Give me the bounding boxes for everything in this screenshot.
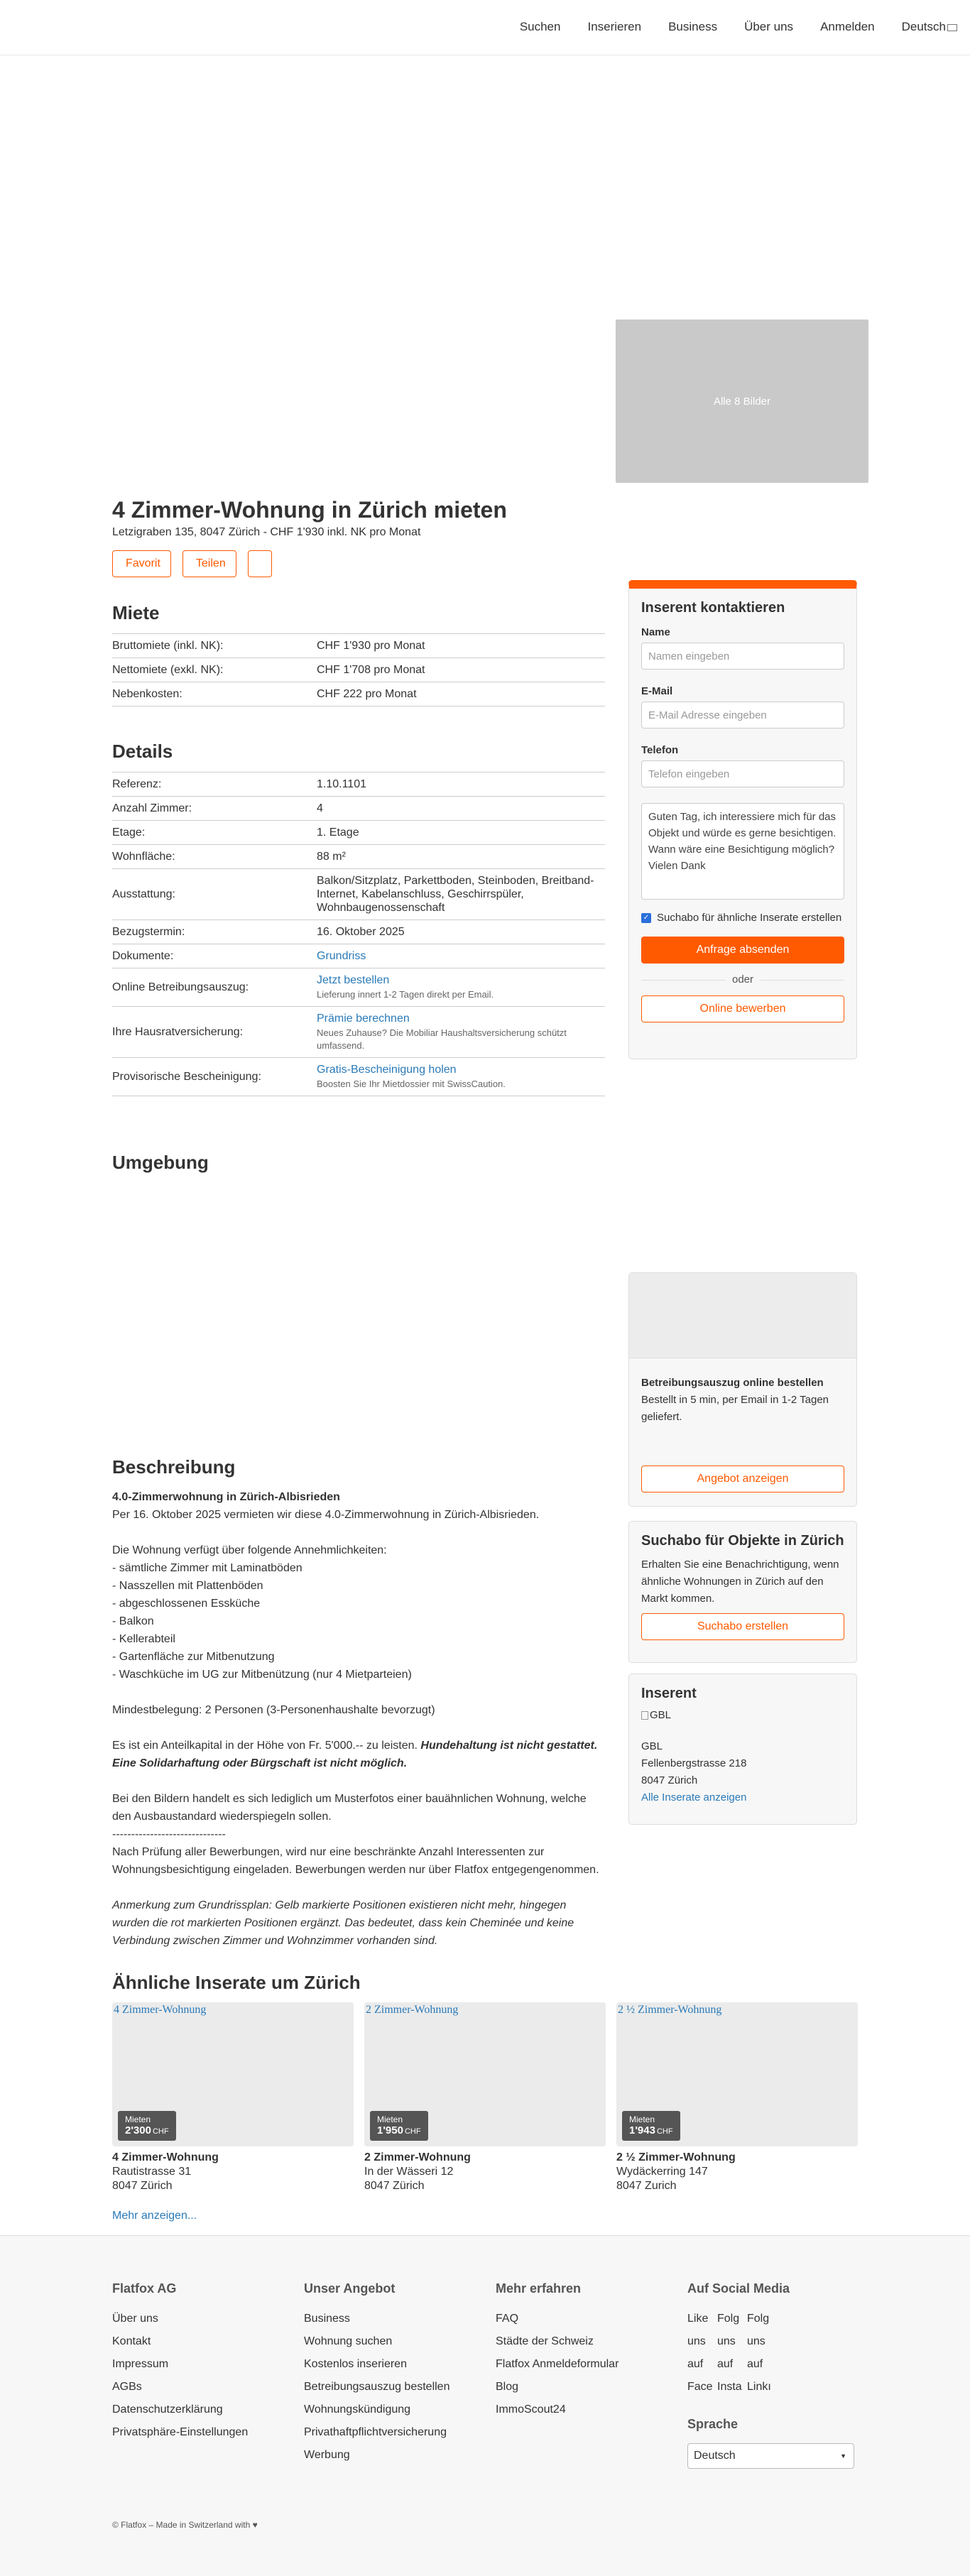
chevron-down-icon: ▼ xyxy=(840,2452,846,2460)
list-item: - Waschküche im UG zur Mitbenützung (nur 4 Mietparteien) xyxy=(112,1669,412,1681)
all-listings-link[interactable]: Alle Inserate anzeigen xyxy=(641,1791,747,1803)
social-alt-text: auf xyxy=(747,2358,763,2370)
similar-listing-image-alt: 2 ½ Zimmer-Wohnung xyxy=(618,2004,722,2016)
phone-input[interactable]: Telefon eingeben xyxy=(641,760,844,787)
table-row xyxy=(112,797,605,821)
list-item: - Balkon xyxy=(112,1615,154,1627)
suchabo-card-title: Suchabo für Objekte in Zürich xyxy=(641,1533,844,1549)
email-input[interactable]: E-Mail Adresse eingeben xyxy=(641,702,844,728)
footer-link[interactable]: ImmoScout24 xyxy=(496,2403,566,2416)
listing-actions xyxy=(112,550,283,577)
price-currency: CHF xyxy=(404,2127,421,2136)
social-alt-text: uns xyxy=(687,2335,706,2347)
page-title: 4 Zimmer-Wohnung in Zürich mieten xyxy=(112,497,507,523)
social-alt-text: Face xyxy=(687,2381,713,2393)
betreibung-card-image xyxy=(629,1273,856,1358)
message-textarea[interactable]: Guten Tag, ich interessiere mich für das Objekt und würde es gerne besichtigen. Wann wäre eine Besichtigung möglich? Vielen Dank xyxy=(641,803,844,900)
similar-listing-street: In der Wässeri 12 xyxy=(364,2166,454,2178)
email-label: E-Mail xyxy=(641,685,673,697)
similar-listing-card[interactable] xyxy=(616,2002,858,2193)
table-row xyxy=(112,682,605,706)
footer-col-mehr xyxy=(496,2281,618,2421)
social-alt-text: Like xyxy=(687,2313,709,2325)
list-item: - sämtliche Zimmer mit Laminatböden xyxy=(112,1562,303,1574)
footer-link[interactable]: AGBs xyxy=(112,2381,142,2393)
footer-col-title: Unser Angebot xyxy=(304,2281,396,2296)
price-label: Mieten xyxy=(125,2114,151,2124)
footer-link[interactable]: Flatfox Anmeldeformular xyxy=(496,2358,619,2370)
price-badge xyxy=(622,2111,680,2141)
row-key: Etage: xyxy=(112,821,317,845)
row-key: Ihre Hausratversicherung: xyxy=(112,1007,317,1058)
gallery-all-images-label: Alle 8 Bilder xyxy=(713,395,771,408)
social-alt-text: auf xyxy=(717,2358,734,2370)
footer-link[interactable]: Städte der Schweiz xyxy=(496,2335,594,2347)
inserent-city: 8047 Zürich xyxy=(641,1774,698,1786)
row-key: Bruttomiete (inkl. NK): xyxy=(112,634,317,658)
site-footer xyxy=(0,2235,970,2576)
similar-listing-card[interactable] xyxy=(112,2002,354,2193)
price-value: 1'950 xyxy=(377,2124,403,2136)
footer-link[interactable]: Privathaftpflichtversicherung xyxy=(304,2426,447,2438)
row-note: Boosten Sie Ihr Mietdossier mit SwissCaution. xyxy=(317,1079,506,1089)
table-row xyxy=(112,944,605,968)
suchabo-checkbox-row[interactable] xyxy=(641,910,844,927)
row-value: CHF 1'708 pro Monat xyxy=(317,658,605,682)
row-note: Lieferung innert 1-2 Tagen direkt per Email. xyxy=(317,989,494,1000)
favorite-button[interactable] xyxy=(112,550,171,577)
angebot-anzeigen-button[interactable]: Angebot anzeigen xyxy=(641,1466,844,1492)
phone-label: Telefon xyxy=(641,744,679,756)
gallery-all-images-button[interactable] xyxy=(616,320,868,483)
list-item: - Kellerabteil xyxy=(112,1633,175,1645)
similar-listing-image[interactable] xyxy=(112,2002,354,2146)
nav-language[interactable]: Deutsch xyxy=(901,20,946,33)
similar-listing-title[interactable]: 2 ½ Zimmer-Wohnung xyxy=(616,2151,736,2163)
inserent-card-title: Inserent xyxy=(641,1686,697,1701)
footer-link[interactable]: Wohnung suchen xyxy=(304,2335,393,2347)
social-alt-text: uns xyxy=(747,2335,765,2347)
similar-heading: Ähnliche Inserate um Zürich xyxy=(112,1972,361,1993)
footer-col-social xyxy=(687,2281,854,2469)
betreibung-card xyxy=(628,1272,857,1507)
row-note: Neues Zuhause? Die Mobiliar Haushaltsversicherung schützt umfassend. xyxy=(317,1027,567,1051)
listing-subtitle: Letzigraben 135, 8047 Zürich - CHF 1'930 inkl. NK pro Monat xyxy=(112,526,421,538)
social-alt-text: Linkı xyxy=(747,2381,771,2393)
row-value: 1.10.1101 xyxy=(317,773,605,797)
inserent-name: GBL xyxy=(641,1740,663,1752)
nav-suchen[interactable]: Suchen xyxy=(519,20,561,33)
similar-listing-city: 8047 Zurich xyxy=(616,2180,677,2192)
similar-listings xyxy=(112,2002,858,2193)
footer-link[interactable]: Werbung xyxy=(304,2449,350,2461)
table-row xyxy=(112,1007,605,1058)
share-label: Teilen xyxy=(195,557,226,569)
row-value: 88 m² xyxy=(317,845,605,869)
list-item: - Nasszellen mit Plattenböden xyxy=(112,1580,263,1592)
social-alt-text: uns xyxy=(717,2335,736,2347)
description-heading: Beschreibung xyxy=(112,1456,236,1478)
row-key: Bezugstermin: xyxy=(112,920,317,944)
inserent-logo xyxy=(641,1709,844,1721)
similar-listing-city: 8047 Zürich xyxy=(364,2180,425,2192)
betreibung-order-link[interactable]: Jetzt bestellen xyxy=(317,974,390,986)
description-separator: ------------------------------ xyxy=(112,1828,226,1840)
instagram-icon[interactable] xyxy=(717,2308,742,2398)
nav-anmelden[interactable]: Anmelden xyxy=(820,20,875,33)
footer-link[interactable]: Kostenlos inserieren xyxy=(304,2358,407,2370)
similar-listing-card[interactable] xyxy=(364,2002,606,2193)
betreibung-card-title: Betreibungsauszug online bestellen xyxy=(641,1377,824,1389)
footer-link[interactable]: Kontakt xyxy=(112,2335,151,2347)
similar-listing-image[interactable] xyxy=(364,2002,606,2146)
description-lead-bold: 4.0-Zimmerwohnung in Zürich-Albisrieden xyxy=(112,1491,340,1503)
inserent-street: Fellenbergstrasse 218 xyxy=(641,1757,747,1769)
footer-link[interactable]: Blog xyxy=(496,2381,519,2393)
price-badge xyxy=(370,2111,428,2141)
nav-inserieren[interactable]: Inserieren xyxy=(587,20,642,33)
similar-listing-image[interactable] xyxy=(616,2002,858,2146)
umgebung-heading: Umgebung xyxy=(112,1152,209,1173)
row-key: Wohnfläche: xyxy=(112,845,317,869)
footer-col-title: Auf Social Media xyxy=(687,2281,790,2296)
table-row xyxy=(112,1058,605,1096)
row-key: Nebenkosten: xyxy=(112,682,317,706)
details-heading: Details xyxy=(112,741,173,762)
miete-heading: Miete xyxy=(112,602,160,623)
suchabo-create-button[interactable]: Suchabo erstellen xyxy=(641,1613,844,1640)
footer-link[interactable]: Impressum xyxy=(112,2358,169,2370)
row-key: Nettomiete (exkl. NK): xyxy=(112,658,317,682)
footer-col-flatfox xyxy=(112,2281,248,2444)
betreibung-card-text: Bestellt in 5 min, per Email in 1-2 Tagen geliefert. xyxy=(641,1394,829,1423)
language-title: Sprache xyxy=(687,2417,739,2431)
grundriss-link[interactable]: Grundriss xyxy=(317,950,366,962)
favorite-label: Favorit xyxy=(126,557,160,569)
row-value: 16. Oktober 2025 xyxy=(317,920,605,944)
description-photos: Bei den Bildern handelt es sich lediglich um Musterfotos einer bauähnlichen Wohnung, welche den Ausbaustandard wiederspiegeln sollen. xyxy=(112,1793,587,1823)
table-row xyxy=(112,821,605,845)
row-key: Ausstattung: xyxy=(112,869,317,920)
contact-heading: Inserent kontaktieren xyxy=(641,600,785,616)
price-label: Mieten xyxy=(629,2114,655,2124)
language-select-value: Deutsch xyxy=(694,2450,736,2462)
nav-business[interactable]: Business xyxy=(668,20,718,33)
similar-listing-street: Wydäckerring 147 xyxy=(616,2166,708,2178)
row-key: Dokumente: xyxy=(112,944,317,968)
linkedin-icon[interactable] xyxy=(747,2308,771,2398)
more-listings-link[interactable]: Mehr anzeigen... xyxy=(112,2210,197,2222)
price-label: Mieten xyxy=(377,2114,403,2124)
share-button[interactable] xyxy=(182,550,236,577)
price-currency: CHF xyxy=(152,2127,169,2136)
table-row xyxy=(112,920,605,944)
similar-listing-city: 8047 Zürich xyxy=(112,2180,173,2192)
price-currency: CHF xyxy=(656,2127,673,2136)
details-table xyxy=(112,772,605,1096)
footer-col-title: Flatfox AG xyxy=(112,2281,177,2296)
inserent-card xyxy=(628,1674,857,1825)
copyright: © Flatfox – Made in Switzerland with ♥ xyxy=(112,2520,258,2530)
row-key: Referenz: xyxy=(112,773,317,797)
inserent-logo-alt: GBL xyxy=(650,1709,672,1721)
submit-inquiry-button[interactable]: Anfrage absenden xyxy=(641,937,844,964)
language-select[interactable] xyxy=(687,2443,854,2469)
description-occupancy: Mindestbelegung: 2 Personen (3-Personenhaushalte bevorzugt) xyxy=(112,1704,435,1716)
name-label: Name xyxy=(641,626,670,638)
description-lead: Per 16. Oktober 2025 vermieten wir diese 4.0-Zimmerwohnung in Zürich-Albisrieden. xyxy=(112,1509,540,1521)
table-row xyxy=(112,634,605,658)
social-links xyxy=(687,2308,854,2398)
similar-listing-image-alt: 4 Zimmer-Wohnung xyxy=(114,2004,207,2016)
row-key: Anzahl Zimmer: xyxy=(112,797,317,821)
description-note: Anmerkung zum Grundrissplan: Gelb markierte Positionen existieren nicht mehr, hingegen wurden die rot markierten Positionen ergänzt. Das bedeutet, dass kein Cheminée und keine Verbindung zwischen Zimmer und Wohnzimmer vorhanden sind. xyxy=(112,1899,574,1947)
description-process: Nach Prüfung aller Bewerbungen, wird nur eine beschränkte Anzahl Interessenten zur Wohnungsbesichtigung eingeladen. Bewerbungen werden nur über Flatfox entgegengenommen. xyxy=(112,1846,599,1876)
social-alt-text: Insta xyxy=(717,2381,742,2393)
name-input[interactable]: Namen eingeben xyxy=(641,643,844,670)
suchabo-card-text: Erhalten Sie eine Benachrichtigung, wenn ähnliche Wohnungen in Zürich auf den Markt kommen. xyxy=(641,1559,839,1605)
language-flag-icon[interactable] xyxy=(947,24,957,31)
miete-table xyxy=(112,633,605,706)
checkbox-checked-icon[interactable]: ✓ xyxy=(641,913,651,923)
list-item: - abgeschlossenen Essküche xyxy=(112,1598,261,1610)
similar-listing-title[interactable]: 4 Zimmer-Wohnung xyxy=(112,2151,219,2163)
broken-image-icon xyxy=(641,1711,648,1720)
description-features-intro: Die Wohnung verfügt über folgende Annehmlichkeiten: xyxy=(112,1544,387,1556)
price-value: 1'943 xyxy=(629,2124,655,2136)
social-alt-text: auf xyxy=(687,2358,704,2370)
apply-online-button[interactable]: Online bewerben xyxy=(641,995,844,1022)
description-body xyxy=(112,1488,606,1950)
row-key: Online Betreibungsauszug: xyxy=(112,968,317,1007)
certificate-link[interactable]: Gratis-Bescheinigung holen xyxy=(317,1064,457,1076)
insurance-premium-link[interactable]: Prämie berechnen xyxy=(317,1013,410,1025)
price-badge xyxy=(118,2111,176,2141)
footer-link[interactable]: Über uns xyxy=(112,2313,158,2325)
similar-listing-image-alt: 2 Zimmer-Wohnung xyxy=(366,2004,459,2016)
social-alt-text: Folg xyxy=(747,2313,770,2325)
row-value: CHF 1'930 pro Monat xyxy=(317,634,605,658)
footer-link[interactable]: Business xyxy=(304,2313,350,2325)
row-value: Balkon/Sitzplatz, Parkettboden, Steinboden, Breitband-Internet, Kabelanschluss, Geschirrspüler, Wohnbaugenossenschaft xyxy=(317,869,605,920)
main-nav xyxy=(493,20,946,34)
social-alt-text: Folg xyxy=(717,2313,740,2325)
site-header xyxy=(0,0,970,55)
nav-ueber-uns[interactable]: Über uns xyxy=(744,20,794,33)
row-value: 1. Etage xyxy=(317,821,605,845)
footer-col-angebot xyxy=(304,2281,449,2467)
table-row xyxy=(112,845,605,869)
suchabo-checkbox-label: Suchabo für ähnliche Inserate erstellen xyxy=(657,912,842,924)
similar-listing-title[interactable]: 2 Zimmer-Wohnung xyxy=(364,2151,471,2163)
row-key: Provisorische Bescheinigung: xyxy=(112,1058,317,1096)
footer-link[interactable]: Datenschutzerklärung xyxy=(112,2403,223,2416)
facebook-icon[interactable] xyxy=(687,2308,713,2398)
footer-col-title: Mehr erfahren xyxy=(496,2281,582,2296)
description-share: Es ist ein Anteilkapital in der Höhe von Fr. 5'000.-- zu leisten. xyxy=(112,1740,418,1752)
similar-listing-street: Rautistrasse 31 xyxy=(112,2166,192,2178)
list-item: - Gartenfläche zur Mitbenutzung xyxy=(112,1651,275,1663)
row-value: 4 xyxy=(317,797,605,821)
table-row xyxy=(112,773,605,797)
table-row xyxy=(112,968,605,1007)
footer-link[interactable]: Privatsphäre-Einstellungen xyxy=(112,2426,249,2438)
table-row xyxy=(112,869,605,920)
footer-link[interactable]: Wohnungskündigung xyxy=(304,2403,411,2416)
table-row xyxy=(112,658,605,682)
row-value: CHF 222 pro Monat xyxy=(317,682,605,706)
price-value: 2'300 xyxy=(125,2124,151,2136)
contact-form xyxy=(628,580,857,1059)
description-share-bold: Hundehaltung ist nicht gestattet. Eine Solidarhaftung oder Bürgschaft ist nicht möglich. xyxy=(112,1740,598,1769)
or-divider: oder xyxy=(641,973,844,986)
footer-link[interactable]: Betreibungsauszug bestellen xyxy=(304,2381,450,2393)
more-button[interactable] xyxy=(248,550,272,577)
suchabo-card xyxy=(628,1521,857,1663)
footer-link[interactable]: FAQ xyxy=(496,2313,519,2325)
